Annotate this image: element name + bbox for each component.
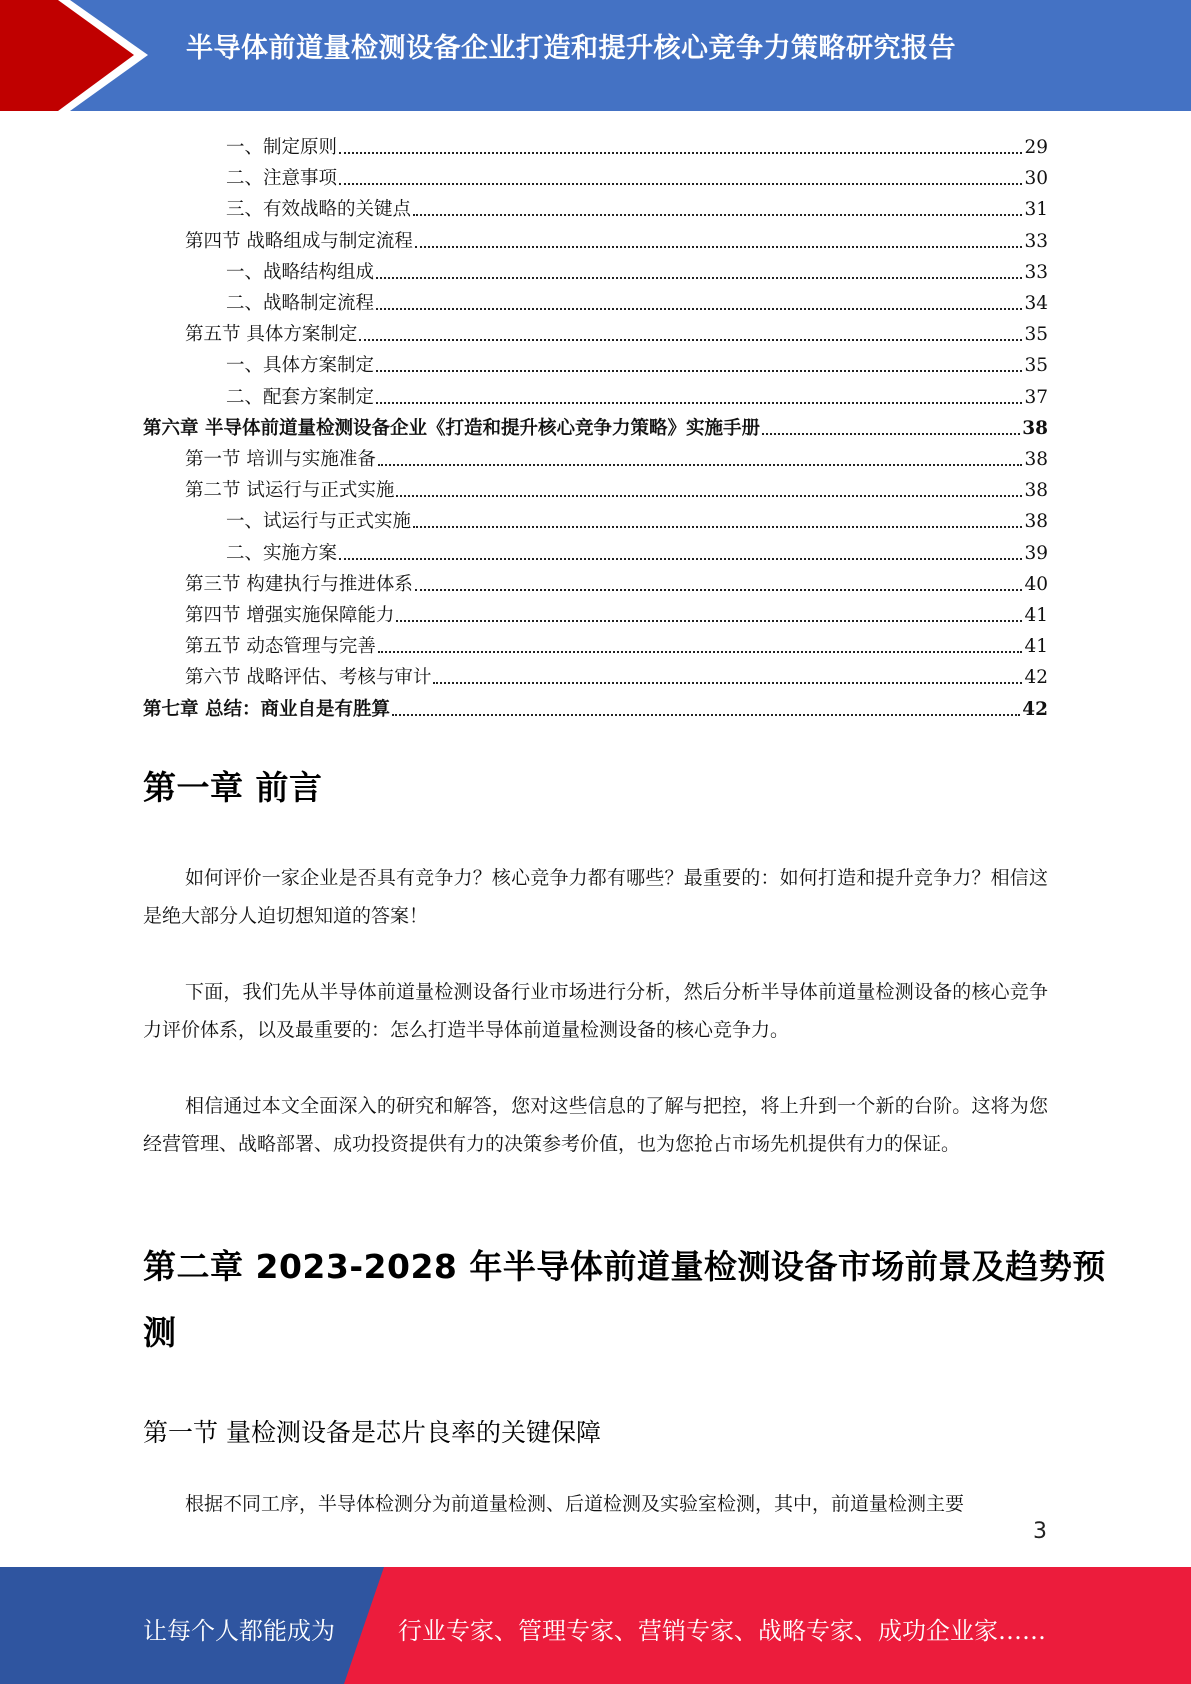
footer-slogan-left: 让每个人都能成为 xyxy=(143,1617,335,1645)
toc-dot-leader xyxy=(396,495,1022,497)
toc-entry-title: 二、注意事项 xyxy=(226,168,338,190)
toc-entry[interactable] xyxy=(185,471,1048,502)
toc-page-number: 38 xyxy=(1022,417,1048,439)
toc-entry-title: 第七章 总结：商业自是有胜算 xyxy=(143,698,390,720)
toc-entry[interactable] xyxy=(226,128,1048,159)
chapter-1-heading: 第一章 前言 xyxy=(143,768,323,807)
toc-page-number: 38 xyxy=(1024,511,1048,533)
toc-entry[interactable] xyxy=(226,346,1048,377)
toc-entry-title: 第四节 增强实施保障能力 xyxy=(185,605,395,626)
toc-entry-title: 二、配套方案制定 xyxy=(226,386,375,408)
toc-entry-title: 第六章 半导体前道量检测设备企业《打造和提升核心竞争力策略》实施手册 xyxy=(143,417,760,439)
toc-entry-title: 一、试运行与正式实施 xyxy=(226,511,412,533)
toc-dot-leader xyxy=(339,558,1022,560)
toc-entry-title: 第六节 战略评估、考核与审计 xyxy=(185,667,432,689)
toc-entry-title: 一、具体方案制定 xyxy=(226,355,375,377)
toc-entry-title: 一、战略结构组成 xyxy=(226,261,375,283)
toc-page-number: 34 xyxy=(1024,293,1048,314)
chapter-1-paragraph-3: 相信通过本文全面深入的研究和解答，您对这些信息的了解与把控，将上升到一个新的台阶。这将为您经营管理、战略部署、成功投资提供有力的决策参考价值，也为您抢占市场先机提供有力的保证。 xyxy=(143,1095,1048,1155)
toc-page-number: 42 xyxy=(1022,698,1048,720)
footer-slogan-right: 行业专家、管理专家、营销专家、战略专家、成功企业家…… xyxy=(398,1617,1046,1645)
page-number: 3 xyxy=(1033,1519,1047,1544)
toc-dot-leader xyxy=(378,651,1023,653)
toc-entry-title: 第五节 动态管理与完善 xyxy=(185,636,376,658)
toc-entry-title: 第四节 战略组成与制定流程 xyxy=(185,230,413,252)
toc-dot-leader xyxy=(378,464,1023,466)
toc-page-number: 35 xyxy=(1024,324,1048,346)
toc-entry-title: 二、战略制定流程 xyxy=(226,293,375,314)
toc-entry[interactable] xyxy=(185,627,1048,658)
toc-entry-title: 第二节 试运行与正式实施 xyxy=(185,480,395,502)
toc-entry[interactable] xyxy=(226,159,1048,190)
page-footer xyxy=(0,1567,1191,1684)
toc-page-number: 38 xyxy=(1024,480,1048,502)
page-header xyxy=(0,0,1191,111)
toc-entry[interactable] xyxy=(143,409,1048,440)
toc-dot-leader xyxy=(415,246,1023,248)
toc-dot-leader xyxy=(433,682,1022,684)
toc-entry-title: 一、制定原则 xyxy=(226,137,338,158)
toc-entry[interactable] xyxy=(185,565,1048,596)
toc-entry[interactable] xyxy=(143,690,1048,721)
toc-dot-leader xyxy=(339,183,1022,185)
section-1-heading: 第一节 量检测设备是芯片良率的关键保障 xyxy=(143,1418,601,1447)
toc-entry[interactable] xyxy=(226,378,1048,409)
toc-page-number: 35 xyxy=(1024,355,1048,377)
toc-entry-title: 第一节 培训与实施准备 xyxy=(185,449,376,470)
toc-dot-leader xyxy=(376,308,1022,310)
chapter-1-paragraph-2: 下面，我们先从半导体前道量检测设备行业市场进行分析，然后分析半导体前道量检测设备的核心竞争力评价体系，以及最重要的：怎么打造半导体前道量检测设备的核心竞争力。 xyxy=(143,981,1048,1041)
toc-page-number: 40 xyxy=(1024,573,1048,595)
chapter-2-paragraph: 根据不同工序，半导体检测分为前道量检测、后道检测及实验室检测，其中，前道量检测主要 xyxy=(185,1493,965,1515)
chapter-2-heading-line-2: 测 xyxy=(143,1313,177,1352)
toc-entry-title: 第五节 具体方案制定 xyxy=(185,324,358,346)
toc-page-number: 37 xyxy=(1024,386,1048,408)
chapter-2-heading-line-1: 第二章 2023-2028 年半导体前道量检测设备市场前景及趋势预 xyxy=(143,1247,1106,1286)
toc-entry[interactable] xyxy=(226,253,1048,284)
toc-page-number: 38 xyxy=(1024,449,1048,470)
toc-entry[interactable] xyxy=(185,222,1048,253)
toc-page-number: 29 xyxy=(1024,137,1048,158)
toc-entry-title: 三、有效战略的关键点 xyxy=(226,199,412,221)
toc-dot-leader xyxy=(376,370,1022,372)
toc-dot-leader xyxy=(339,152,1022,154)
toc-dot-leader xyxy=(359,339,1022,341)
toc-page-number: 41 xyxy=(1024,636,1048,658)
toc-entry[interactable] xyxy=(185,440,1048,471)
report-title: 半导体前道量检测设备企业打造和提升核心竞争力策略研究报告 xyxy=(186,33,956,64)
toc-entry-title: 第三节 构建执行与推进体系 xyxy=(185,573,413,595)
toc-entry[interactable] xyxy=(226,284,1048,315)
toc-page-number: 31 xyxy=(1024,199,1048,221)
toc-dot-leader xyxy=(413,526,1022,528)
toc-page-number: 39 xyxy=(1024,542,1048,564)
toc-entry[interactable] xyxy=(226,190,1048,221)
toc-dot-leader xyxy=(415,589,1023,591)
toc-dot-leader xyxy=(376,277,1022,279)
toc-entry[interactable] xyxy=(226,502,1048,533)
toc-entry[interactable] xyxy=(185,315,1048,346)
toc-page-number: 33 xyxy=(1024,261,1048,283)
toc-dot-leader xyxy=(392,714,1020,716)
toc-entry[interactable] xyxy=(226,534,1048,565)
toc-entry[interactable] xyxy=(185,596,1048,627)
toc-dot-leader xyxy=(396,620,1022,622)
toc-dot-leader xyxy=(413,214,1022,216)
toc-page-number: 41 xyxy=(1024,605,1048,626)
toc-page-number: 42 xyxy=(1024,667,1048,689)
toc-entry-title: 二、实施方案 xyxy=(226,542,338,564)
toc-dot-leader xyxy=(762,433,1020,435)
toc-entry[interactable] xyxy=(185,658,1048,689)
toc-dot-leader xyxy=(376,402,1022,404)
toc-page-number: 33 xyxy=(1024,230,1048,252)
chapter-1-paragraph-1: 如何评价一家企业是否具有竞争力？核心竞争力都有哪些？最重要的：如何打造和提升竞争力？相信这是绝大部分人迫切想知道的答案！ xyxy=(143,867,1048,927)
toc-page-number: 30 xyxy=(1024,168,1048,190)
